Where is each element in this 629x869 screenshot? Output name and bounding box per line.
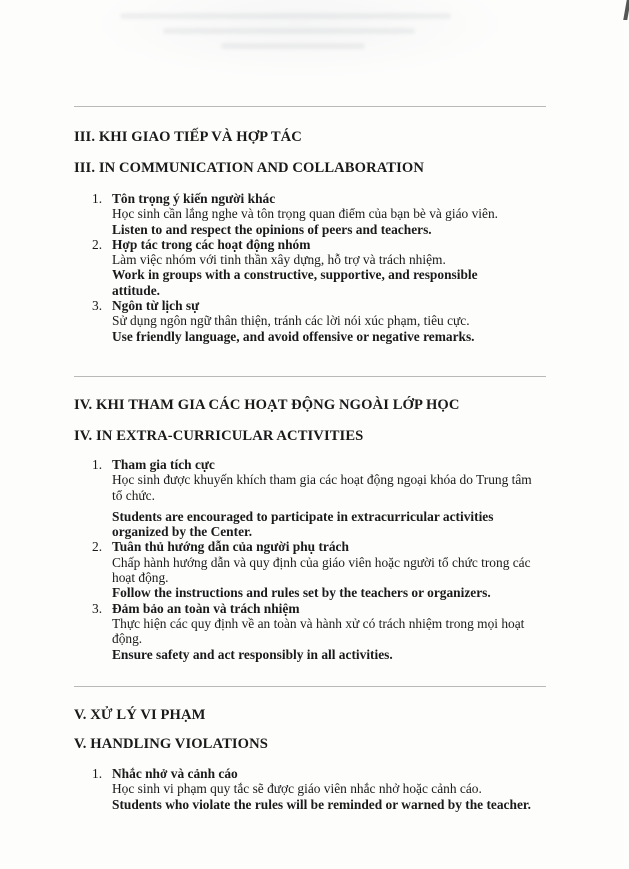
list-item <box>92 298 542 344</box>
item-text-vi: Học sinh cần lắng nghe và tôn trọng quan điểm của bạn bè và giáo viên. <box>112 206 498 222</box>
section-3-heading-en: III. IN COMMUNICATION AND COLLABORATION <box>74 160 424 176</box>
item-text-en: Students are encouraged to participate in extracurricular activities organized by the Center. <box>112 508 494 540</box>
section-5-heading-vi: V. XỬ LÝ VI PHẠM <box>74 707 206 723</box>
item-text-en: Use friendly language, and avoid offensive or negative remarks. <box>112 328 475 344</box>
section-3-list <box>92 191 542 344</box>
scan-edge-mark <box>623 0 629 20</box>
section-3-heading-vi: III. KHI GIAO TIẾP VÀ HỢP TÁC <box>74 129 302 145</box>
item-text-vi: Chấp hành hướng dẫn và quy định của giáo viên hoặc người tổ chức trong các hoạt động. <box>112 554 531 586</box>
item-number: 1. <box>92 191 103 206</box>
item-title: Đảm bảo an toàn và trách nhiệm <box>112 600 300 616</box>
item-text-vi: Học sinh vi phạm quy tắc sẽ được giáo viên nhắc nhở hoặc cảnh cáo. <box>112 781 482 797</box>
item-number: 3. <box>92 600 103 616</box>
item-title: Ngôn từ lịch sự <box>112 298 200 314</box>
list-item <box>92 766 542 812</box>
section-4-heading-en: IV. IN EXTRA-CURRICULAR ACTIVITIES <box>74 428 364 444</box>
item-title: Tham gia tích cực <box>112 457 215 472</box>
item-text-en: Work in groups with a constructive, supportive, and responsible attitude. <box>112 267 478 298</box>
list-item <box>92 191 542 237</box>
item-text-en: Listen to and respect the opinions of peers and teachers. <box>112 221 432 237</box>
item-text-vi: Thực hiện các quy định về an toàn và hành xử có trách nhiệm trong mọi hoạt động. <box>112 615 525 647</box>
item-text-vi: Sử dụng ngôn ngữ thân thiện, tránh các lời nói xúc phạm, tiêu cực. <box>112 313 470 329</box>
list-item <box>92 457 542 539</box>
list-item <box>92 539 542 600</box>
section-4-heading-vi: IV. KHI THAM GIA CÁC HOẠT ĐỘNG NGOÀI LỚP HỌC <box>74 397 460 413</box>
item-number: 1. <box>92 766 103 781</box>
section-5-heading-en: V. HANDLING VIOLATIONS <box>74 736 268 752</box>
section-divider <box>74 376 546 377</box>
item-number: 1. <box>92 457 103 472</box>
section-divider <box>74 106 546 107</box>
item-number: 2. <box>92 539 103 555</box>
item-text-vi: Học sinh được khuyến khích tham gia các hoạt động ngoại khóa do Trung tâm tổ chức. <box>112 472 532 503</box>
item-title: Tuân thủ hướng dẫn của người phụ trách <box>112 539 349 555</box>
item-title: Hợp tác trong các hoạt động nhóm <box>112 236 311 252</box>
list-item <box>92 601 542 662</box>
section-divider <box>74 686 546 687</box>
section-4-list <box>92 457 542 662</box>
item-number: 2. <box>92 236 103 252</box>
show-through-text <box>120 4 480 74</box>
list-item <box>92 237 542 298</box>
item-text-en: Follow the instructions and rules set by the teachers or organizers. <box>112 585 491 601</box>
item-text-vi: Làm việc nhóm với tinh thần xây dựng, hỗ trợ và trách nhiệm. <box>112 252 446 268</box>
section-5-list <box>92 766 542 812</box>
item-title: Nhắc nhở và cảnh cáo <box>112 766 238 781</box>
item-number: 3. <box>92 298 103 314</box>
item-text-en: Ensure safety and act responsibly in all activities. <box>112 646 393 662</box>
item-text-en: Students who violate the rules will be reminded or warned by the teacher. <box>112 796 531 812</box>
item-title: Tôn trọng ý kiến người khác <box>112 191 276 206</box>
